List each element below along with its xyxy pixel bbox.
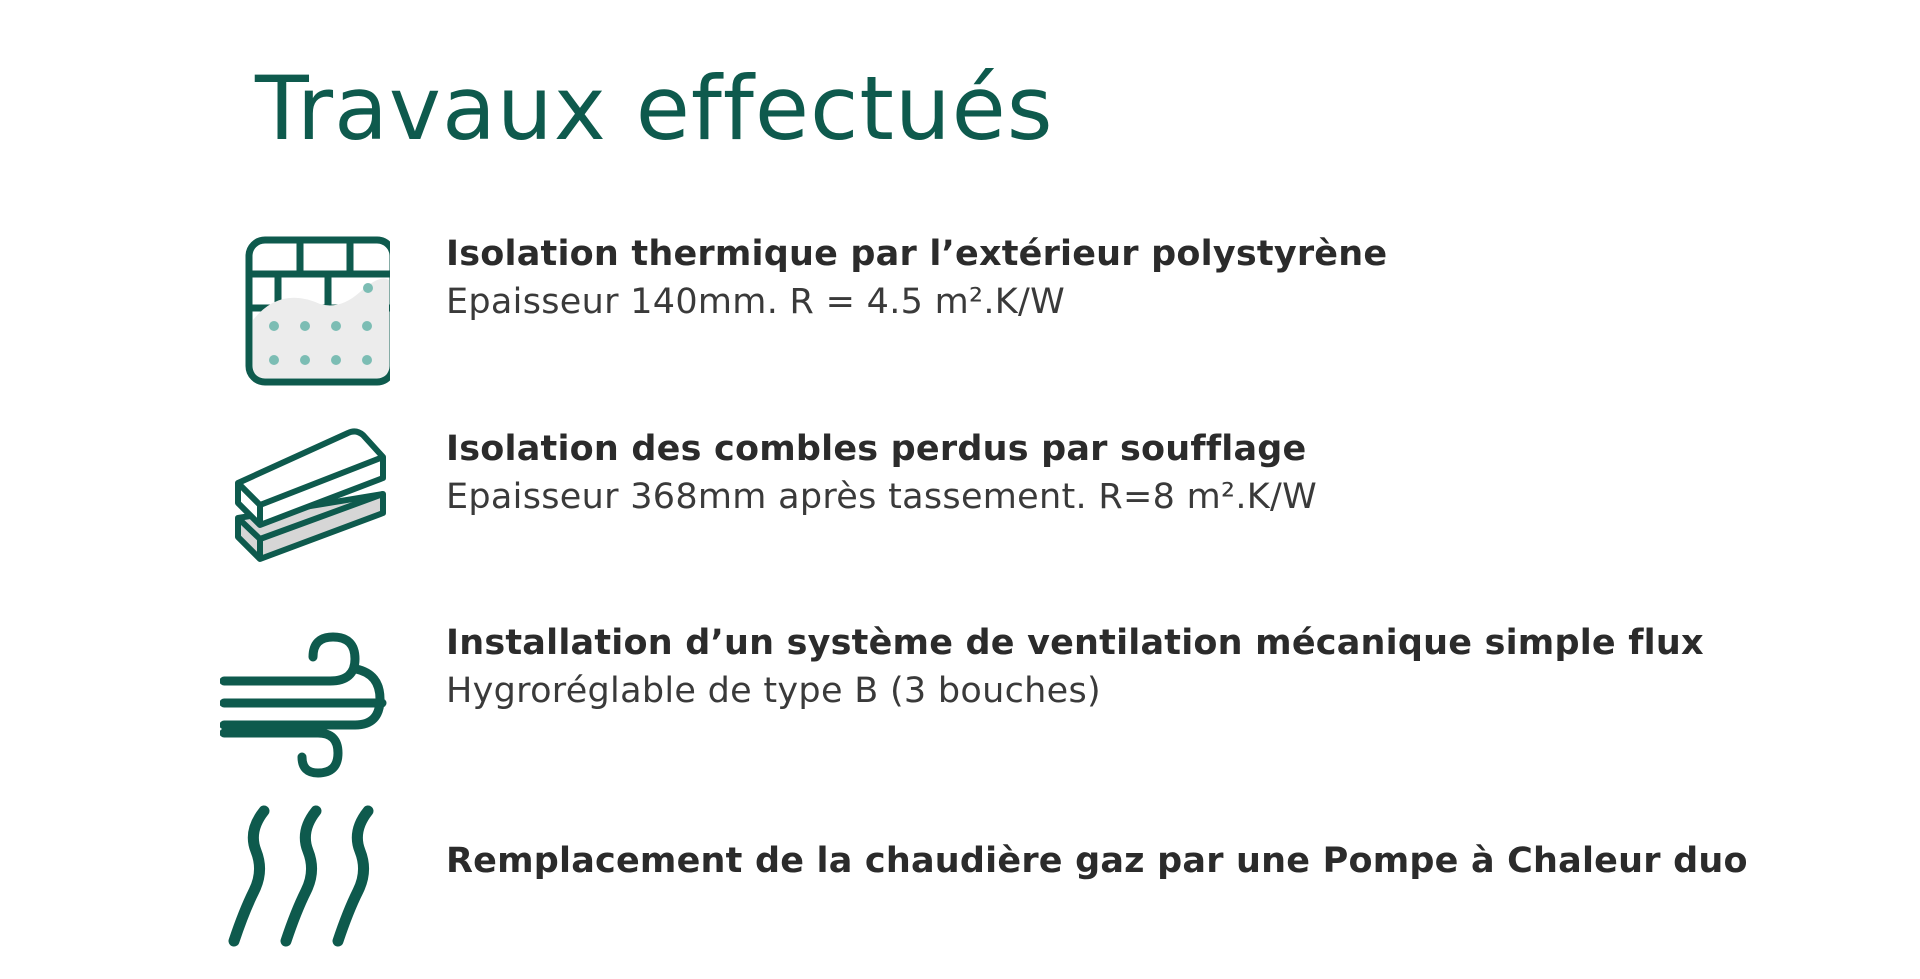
work-item-text: [446, 619, 1704, 715]
ventilation-wind-icon: [220, 619, 390, 779]
work-item-text: [446, 837, 1748, 885]
work-item-heat-pump: [220, 803, 1860, 963]
work-item-title: Installation d’un système de ventilation mécanique simple flux: [446, 623, 1704, 663]
work-item-ventilation: [220, 619, 1860, 779]
work-item-exterior-insulation: [220, 230, 1860, 390]
work-item-detail: Epaisseur 368mm après tassement. R=8 m².K/W: [446, 477, 1317, 517]
work-item-text: [446, 230, 1387, 326]
work-item-title: Isolation thermique par l’extérieur polystyrène: [446, 234, 1388, 274]
work-item-detail: Epaisseur 140mm. R = 4.5 m².K/W: [446, 282, 1066, 322]
work-item-attic-insulation: [220, 425, 1860, 585]
work-item-title: Isolation des combles perdus par soufflage: [446, 429, 1307, 469]
page-title: Travaux effectués: [255, 57, 1054, 160]
attic-insulation-layers-icon: [220, 425, 390, 585]
work-item-detail: Hygroréglable de type B (3 bouches): [446, 671, 1101, 711]
work-item-title: Remplacement de la chaudière gaz par une Pompe à Chaleur duo: [446, 841, 1748, 881]
heat-waves-icon: [220, 803, 390, 963]
wall-insulation-icon: [220, 230, 390, 390]
work-item-text: [446, 425, 1317, 521]
